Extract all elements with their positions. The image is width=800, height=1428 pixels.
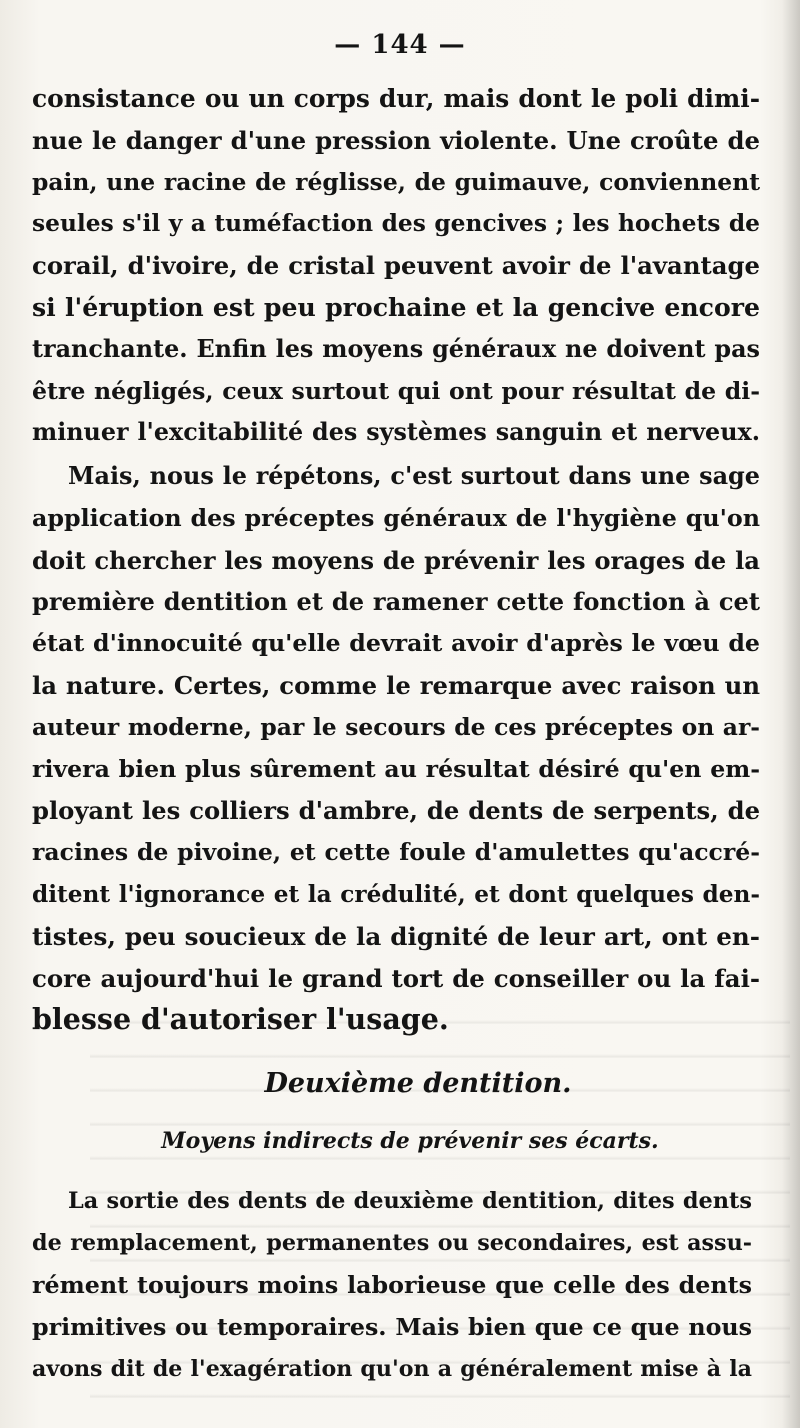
section-heading: Deuxième dentition.: [264, 1068, 572, 1099]
text-line: rément toujours moins laborieuse que celle des dents: [32, 1271, 752, 1299]
text-line: minuer l'excitabilité des systèmes sanguin et nerveux.: [32, 418, 760, 447]
text-line: blesse d'autoriser l'usage.: [32, 1002, 449, 1037]
text-line: pain, une racine de réglisse, de guimauve, conviennent: [32, 167, 760, 196]
text-line: application des préceptes généraux de l'hygiène qu'on: [32, 503, 760, 532]
text-line: consistance ou un corps dur, mais dont le poli dimi-: [32, 84, 760, 113]
text-line: rivera bien plus sûrement au résultat désiré qu'en em-: [32, 754, 760, 783]
text-line: core aujourd'hui le grand tort de conseiller ou la fai-: [32, 963, 760, 993]
page-edge-shadow: [782, 0, 800, 1428]
text-line: Mais, nous le répétons, c'est surtout dans une sage: [68, 462, 760, 490]
text-line: racines de pivoine, et cette foule d'amulettes qu'accré-: [32, 838, 760, 867]
text-line: avons dit de l'exagération qu'on a généralement mise à la: [32, 1356, 752, 1382]
paragraph-1: [32, 78, 760, 454]
text-line: seules s'il y a tuméfaction des gencives ; les hochets de: [32, 210, 760, 238]
text-line: la nature. Certes, comme le remarque avec raison un: [32, 670, 760, 700]
text-line: état d'innocuité qu'elle devrait avoir d'après le vœu de: [32, 629, 760, 658]
text-line: La sortie des dents de deuxième dentition, dites dents: [68, 1188, 752, 1214]
text-line: ditent l'ignorance et la crédulité, et dont quelques den-: [32, 880, 760, 908]
subsection-heading: Moyens indirects de prévenir ses écarts.: [161, 1128, 659, 1154]
text-line: corail, d'ivoire, de cristal peuvent avoir de l'avantage: [32, 251, 760, 281]
text-line: de remplacement, permanentes ou secondaires, est assu-: [32, 1230, 752, 1256]
text-line: doit chercher les moyens de prévenir les orages de la: [32, 545, 760, 575]
text-line: auteur moderne, par le secours de ces préceptes on ar-: [32, 712, 760, 741]
text-line: nue le danger d'une pression violente. Une croûte de: [32, 125, 760, 155]
text-line: première dentition et de ramener cette fonction à cet: [32, 587, 760, 617]
text-line: tranchante. Enfin les moyens généraux ne doivent pas: [32, 334, 760, 363]
text-line: tistes, peu soucieux de la dignité de leur art, ont en-: [32, 921, 760, 951]
text-line: être négligés, ceux surtout qui ont pour résultat de di-: [32, 376, 760, 405]
text-line: si l'éruption est peu prochaine et la gencive encore: [32, 291, 760, 322]
text-line: primitives ou temporaires. Mais bien que ce que nous: [32, 1313, 752, 1341]
paragraph-3: [32, 1180, 752, 1390]
page-number: — 144 —: [334, 30, 466, 60]
paragraph-2: [32, 456, 760, 1041]
text-line: ployant les colliers d'ambre, de dents de serpents, de: [32, 796, 760, 826]
